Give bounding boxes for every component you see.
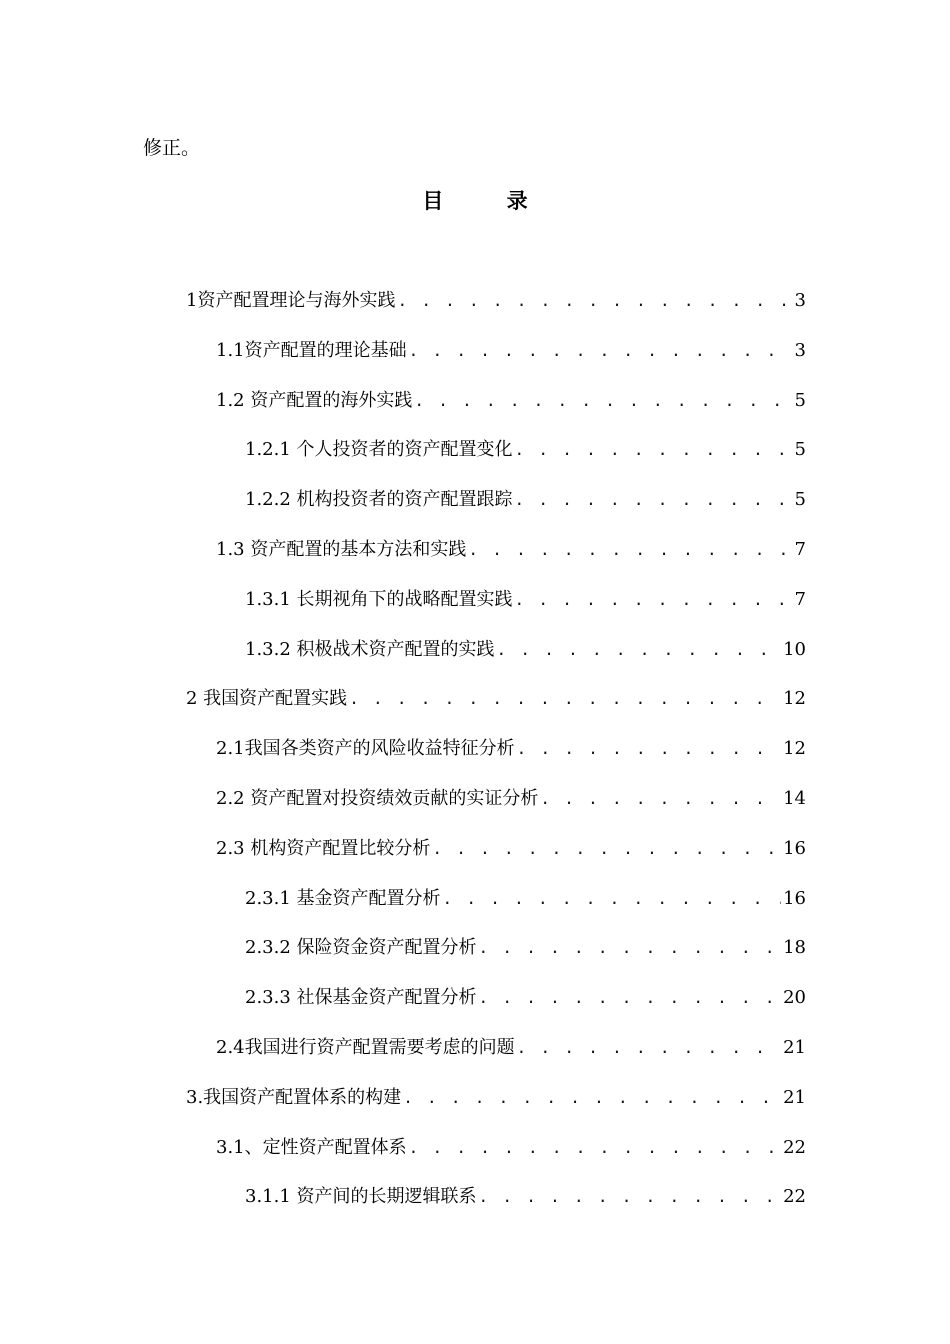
toc-entry-page-number: 7 bbox=[794, 539, 806, 560]
toc-entry-page-number: 21 bbox=[783, 1037, 806, 1058]
toc-entry-label: 1.2.1 个人投资者的资产配置变化 bbox=[245, 439, 513, 461]
toc-entry-label: 1资产配置理论与海外实践 bbox=[186, 290, 396, 311]
toc-entry-label: 2.3.2 保险资金资产配置分析 bbox=[245, 937, 477, 959]
toc-leader-dots bbox=[349, 684, 781, 714]
toc-leader-dots bbox=[540, 784, 781, 814]
toc-leader-dots bbox=[517, 1033, 781, 1063]
toc-entry-page-number: 14 bbox=[783, 788, 806, 809]
toc-entry-label: 3.我国资产配置体系的构建 bbox=[186, 1086, 402, 1108]
toc-entry-label: 1.2.2 机构投资者的资产配置跟踪 bbox=[245, 489, 513, 511]
toc-entry[interactable] bbox=[216, 734, 806, 764]
toc-entry[interactable] bbox=[216, 1133, 806, 1163]
toc-leader-dots bbox=[497, 635, 782, 665]
toc-entry-page-number: 5 bbox=[794, 489, 806, 511]
toc-title: 目 录 bbox=[422, 188, 556, 213]
toc-entry-label: 2.2 资产配置对投资绩效贡献的实证分析 bbox=[216, 788, 539, 809]
toc-entry[interactable] bbox=[245, 983, 806, 1013]
toc-entry-page-number: 5 bbox=[794, 389, 806, 411]
toc-entry-label: 2.4我国进行资产配置需要考虑的问题 bbox=[216, 1037, 515, 1058]
toc-leader-dots bbox=[479, 1182, 782, 1212]
toc-entry-label: 2.1我国各类资产的风险收益特征分析 bbox=[216, 738, 515, 760]
toc-entry[interactable] bbox=[216, 386, 806, 416]
toc-entry[interactable] bbox=[245, 635, 806, 665]
toc-leader-dots bbox=[409, 336, 793, 366]
toc-entry-label: 3.1、定性资产配置体系 bbox=[216, 1136, 407, 1158]
toc-leader-dots bbox=[515, 485, 793, 515]
toc-entry-label: 2.3.1 基金资产配置分析 bbox=[245, 887, 441, 909]
toc-entry-label: 1.2 资产配置的海外实践 bbox=[216, 389, 413, 411]
toc-leader-dots bbox=[414, 386, 792, 416]
toc-entry[interactable] bbox=[186, 286, 806, 316]
toc-leader-dots bbox=[479, 933, 782, 963]
toc-leader-dots bbox=[443, 884, 782, 914]
toc-entry-page-number: 5 bbox=[794, 439, 806, 461]
toc-entry-label: 1.1资产配置的理论基础 bbox=[216, 339, 407, 361]
toc-entry[interactable] bbox=[245, 485, 806, 515]
toc-entry[interactable] bbox=[216, 336, 806, 366]
toc-leader-dots bbox=[403, 1083, 781, 1113]
toc-leader-dots bbox=[479, 983, 782, 1013]
toc-entry-label: 1.3.2 积极战术资产配置的实践 bbox=[245, 638, 495, 660]
toc-entry[interactable] bbox=[245, 1182, 806, 1212]
toc-leader-dots bbox=[515, 585, 793, 615]
toc-entry-page-number: 22 bbox=[783, 1136, 806, 1158]
toc-entry-page-number: 16 bbox=[783, 837, 806, 859]
toc-entry-page-number: 7 bbox=[794, 588, 806, 610]
previous-page-fragment: 修正。 bbox=[143, 137, 201, 159]
toc-entry-page-number: 16 bbox=[783, 887, 806, 909]
toc-leader-dots bbox=[515, 435, 793, 465]
toc-entry[interactable] bbox=[186, 684, 806, 714]
toc-entry-page-number: 3 bbox=[794, 339, 806, 361]
toc-leader-dots bbox=[432, 834, 781, 864]
toc-entry[interactable] bbox=[216, 784, 806, 814]
toc-leader-dots bbox=[397, 286, 792, 316]
toc-leader-dots bbox=[409, 1133, 781, 1163]
toc-entry[interactable] bbox=[216, 1033, 806, 1063]
toc-leader-dots bbox=[468, 535, 792, 565]
toc-entry-page-number: 3 bbox=[794, 290, 806, 311]
toc-entry[interactable] bbox=[245, 884, 806, 914]
toc-entry-page-number: 20 bbox=[783, 987, 806, 1009]
toc-entry[interactable] bbox=[245, 435, 806, 465]
toc-entry-page-number: 12 bbox=[783, 738, 806, 760]
toc-entry-label: 3.1.1 资产间的长期逻辑联系 bbox=[245, 1186, 477, 1208]
toc-entry[interactable] bbox=[186, 1083, 806, 1113]
toc-entry-label: 2.3.3 社保基金资产配置分析 bbox=[245, 987, 477, 1009]
toc-entry-label: 1.3 资产配置的基本方法和实践 bbox=[216, 539, 467, 560]
toc-entry-page-number: 12 bbox=[783, 688, 806, 710]
toc-entry-page-number: 10 bbox=[783, 638, 806, 660]
toc-entry-label: 2 我国资产配置实践 bbox=[186, 688, 348, 710]
toc-entry-page-number: 22 bbox=[783, 1186, 806, 1208]
toc-entry-page-number: 21 bbox=[783, 1086, 806, 1108]
toc-entry-label: 2.3 机构资产配置比较分析 bbox=[216, 837, 431, 859]
toc-entry[interactable] bbox=[245, 933, 806, 963]
toc-entry[interactable] bbox=[216, 834, 806, 864]
toc-entry-label: 1.3.1 长期视角下的战略配置实践 bbox=[245, 588, 513, 610]
toc-entry[interactable] bbox=[216, 535, 806, 565]
toc-leader-dots bbox=[517, 734, 781, 764]
toc-entry[interactable] bbox=[245, 585, 806, 615]
toc-entry-page-number: 18 bbox=[783, 937, 806, 959]
